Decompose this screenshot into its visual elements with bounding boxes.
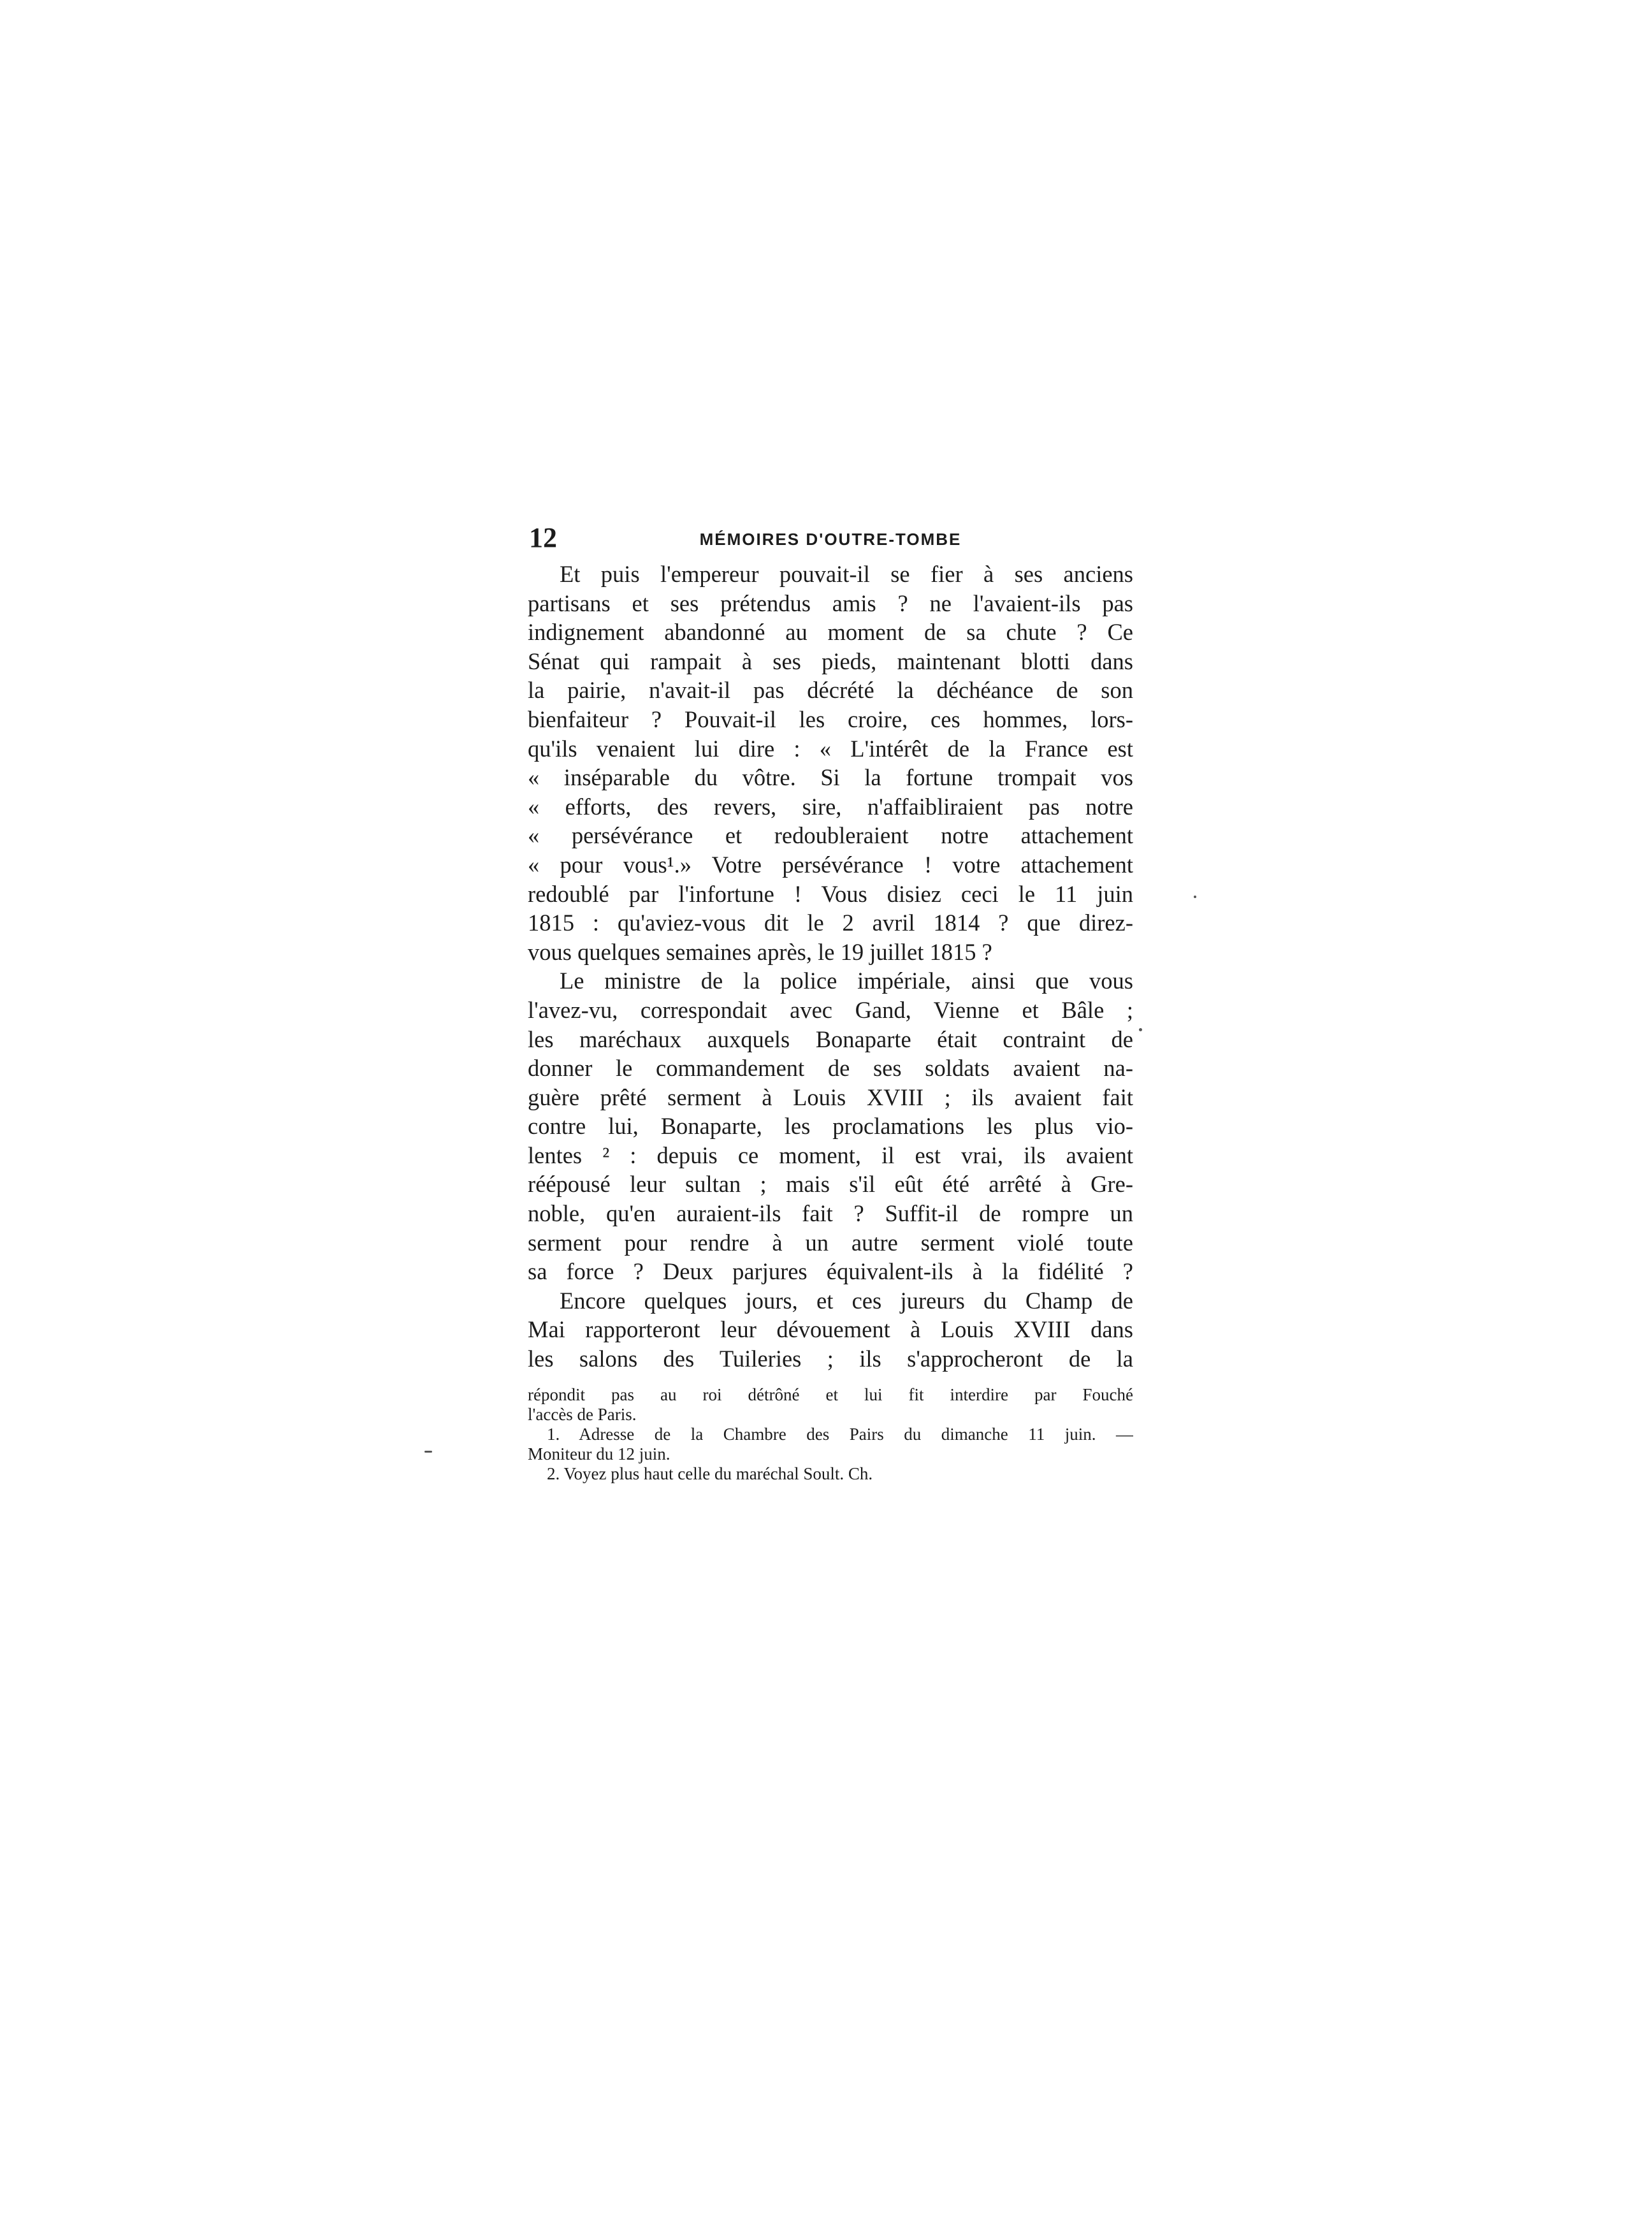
text-line: Encore quelques jours, et ces jureurs du Champ de	[560, 1287, 1133, 1314]
text-line: lentes ² : depuis ce moment, il est vrai, ils avaient	[528, 1142, 1133, 1168]
text-line: les maréchaux auxquels Bonaparte était contraint de	[528, 1026, 1133, 1052]
text-line: bienfaiteur ? Pouvait-il les croire, ces hommes, lors-	[528, 706, 1133, 732]
running-title: MÉMOIRES D'OUTRE-TOMBE	[699, 530, 962, 549]
body-text	[528, 560, 1133, 1374]
page-header	[528, 523, 1133, 553]
text-line: l'avez-vu, correspondait avec Gand, Vienne et Bâle ;	[528, 996, 1133, 1023]
scan-speck	[424, 1451, 432, 1453]
text-line: les salons des Tuileries ; ils s'approcheront de la	[528, 1346, 1133, 1372]
text-line: contre lui, Bonaparte, les proclamations les plus vio-	[528, 1113, 1133, 1140]
text-line: Sénat qui rampait à ses pieds, maintenant blotti dans	[528, 648, 1133, 674]
text-line: réépousé leur sultan ; mais s'il eût été arrêté à Gre-	[528, 1171, 1133, 1198]
text-line: qu'ils venaient lui dire : « L'intérêt de la France est	[528, 735, 1133, 762]
text-line: donner le commandement de ses soldats avaient na-	[528, 1055, 1133, 1082]
scan-speck	[1194, 896, 1196, 898]
text-line: Mai rapporteront leur dévouement à Louis XVIII dans	[528, 1316, 1133, 1343]
text-line: serment pour rendre à un autre serment violé toute	[528, 1229, 1133, 1256]
text-line: vous quelques semaines après, le 19 juillet 1815 ?	[528, 938, 992, 965]
text-line: sa force ? Deux parjures équivalent-ils à la fidélité ?	[528, 1258, 1133, 1285]
footnote-line: l'accès de Paris.	[528, 1404, 637, 1424]
text-line: « persévérance et redoubleraient notre attachement	[528, 822, 1133, 849]
text-line: « efforts, des revers, sire, n'affaibliraient pas notre	[528, 793, 1133, 820]
footnote-line: Moniteur du 12 juin.	[528, 1444, 670, 1463]
text-line: « inséparable du vôtre. Si la fortune trompait vos	[528, 764, 1133, 791]
footnotes	[528, 1385, 1133, 1484]
footnote-line: 1. Adresse de la Chambre des Pairs du dimanche 11 juin. —	[547, 1424, 1133, 1444]
text-line: redoublé par l'infortune ! Vous disiez ceci le 11 juin	[528, 880, 1133, 907]
text-line: « pour vous¹.» Votre persévérance ! votre attachement	[528, 851, 1133, 878]
footnote-line: répondit pas au roi détrôné et lui fit interdire par Fouché	[528, 1384, 1133, 1404]
text-line: guère prêté serment à Louis XVIII ; ils avaient fait	[528, 1084, 1133, 1110]
text-line: indignement abandonné au moment de sa chute ? Ce	[528, 619, 1133, 646]
scan-speck	[1139, 1028, 1142, 1031]
text-line: la pairie, n'avait-il pas décrété la déchéance de son	[528, 677, 1133, 704]
text-line: 1815 : qu'aviez-vous dit le 2 avril 1814 ? que direz-	[528, 910, 1133, 936]
text-line: Le ministre de la police impériale, ainsi que vous	[560, 968, 1133, 994]
page-number: 12	[529, 522, 557, 553]
footnote-line: 2. Voyez plus haut celle du maréchal Soult. Ch.	[547, 1463, 873, 1483]
text-line: Et puis l'empereur pouvait-il se fier à ses anciens	[560, 561, 1133, 587]
text-line: noble, qu'en auraient-ils fait ? Suffit-il de rompre un	[528, 1200, 1133, 1227]
text-line: partisans et ses prétendus amis ? ne l'avaient-ils pas	[528, 590, 1133, 616]
page-content	[528, 523, 1133, 1484]
